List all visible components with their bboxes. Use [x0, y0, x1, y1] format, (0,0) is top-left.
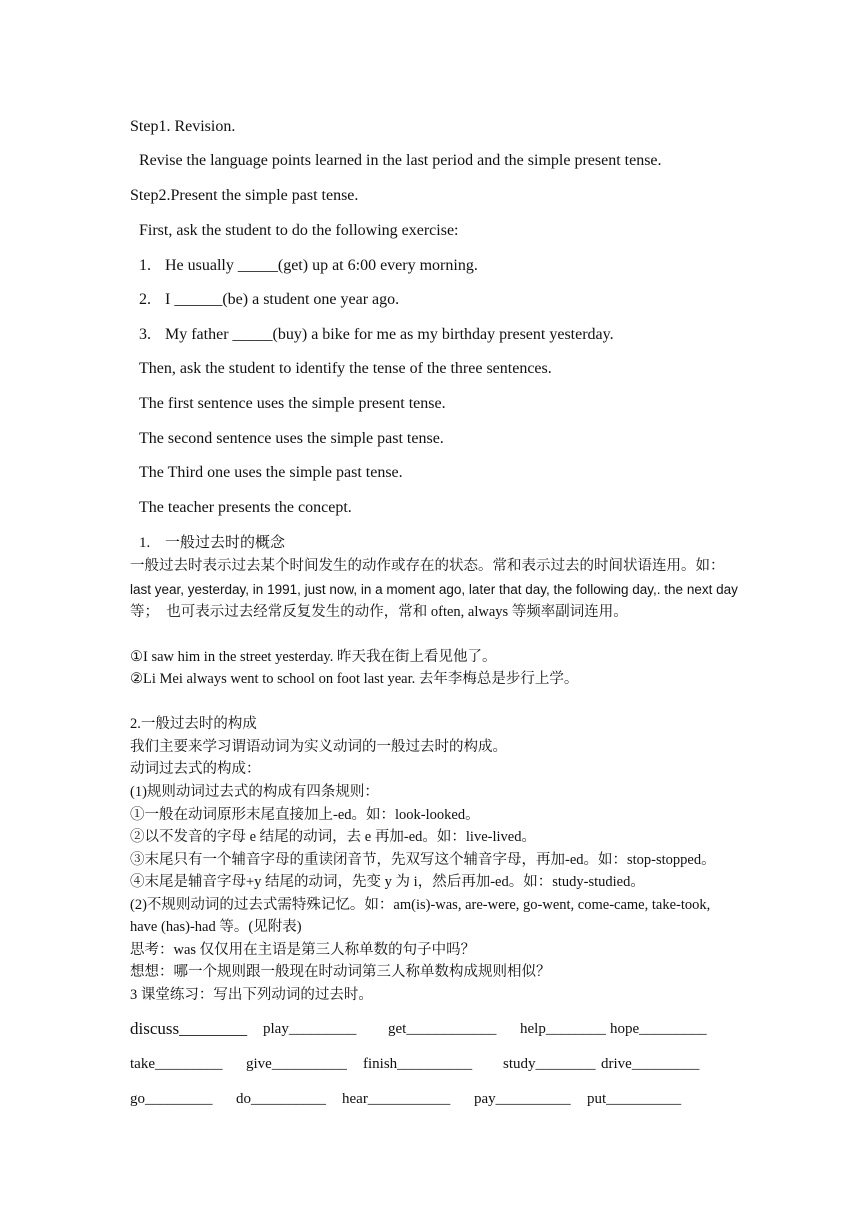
- concept-heading-text: 一般过去时的概念: [165, 535, 286, 551]
- formation-line: (1)规则动词过去式的构成有四条规则：: [130, 784, 379, 800]
- exercise-text: He usually _____(get) up at 6:00 every morning.: [165, 257, 478, 274]
- step2-title: Step2.Present the simple past tense.: [130, 187, 359, 204]
- analysis-line: The first sentence uses the simple present tense.: [139, 395, 446, 412]
- formation-line: 我们主要来学习谓语动词为实义动词的一般过去时的构成。: [130, 739, 507, 755]
- verb-blank: pay__________: [474, 1091, 571, 1107]
- exercise-item: [139, 290, 399, 310]
- verb-blank: hope_________: [610, 1021, 707, 1037]
- concept-number: 1.: [139, 535, 151, 551]
- concept-line: 等； 也可表示过去经常反复发生的动作，常和 often, always 等频率副词连用。: [130, 604, 628, 620]
- exercise-text: I ______(be) a student one year ago.: [165, 291, 400, 308]
- verb-blank: go_________: [130, 1091, 213, 1107]
- exercise-text: My father _____(buy) a bike for me as my birthday present yesterday.: [165, 326, 614, 343]
- verb-blank: take_________: [130, 1056, 223, 1072]
- verb-blank: put__________: [587, 1091, 682, 1107]
- verb-blank: help________: [520, 1021, 606, 1037]
- concept-heading: [139, 533, 285, 553]
- step2-intro: First, ask the student to do the following exercise:: [139, 222, 459, 239]
- ponder-question: 想想：哪一个规则跟一般现在时动词第三人称单数构成规则相似？: [130, 964, 551, 980]
- verb-blank: give__________: [246, 1056, 347, 1072]
- exercise-item: [139, 256, 478, 276]
- verb-blank: do__________: [236, 1091, 326, 1107]
- analysis-line: Then, ask the student to identify the tense of the three sentences.: [139, 360, 552, 377]
- verb-blank: finish__________: [363, 1056, 473, 1072]
- think-question: 思考：was 仅仅用在主语是第三人称单数的句子中吗？: [130, 942, 476, 958]
- analysis-line: The teacher presents the concept.: [139, 499, 352, 516]
- concept-line: 一般过去时表示过去某个时间发生的动作或存在的状态。常和表示过去的时间状语连用。如：: [130, 558, 725, 574]
- formation-rule: ①一般在动词原形末尾直接加上-ed。如：look-looked。: [130, 807, 480, 823]
- analysis-line: The second sentence uses the simple past tense.: [139, 430, 444, 447]
- formation-line: 动词过去式的构成：: [130, 761, 261, 777]
- exercise-number: 3.: [139, 326, 151, 343]
- verb-blank: play_________: [263, 1021, 357, 1037]
- formation-irregular: have (has)-had 等。(见附表): [130, 919, 302, 935]
- step1-title: Step1. Revision.: [130, 118, 236, 135]
- concept-example: ①I saw him in the street yesterday. 昨天我在街上看见他了。: [130, 649, 497, 665]
- step1-text: Revise the language points learned in the last period and the simple present tense.: [139, 152, 662, 169]
- verb-blank: drive_________: [601, 1056, 700, 1072]
- exercise-number: 1.: [139, 257, 151, 274]
- verb-blank: get____________: [388, 1021, 497, 1037]
- practice-heading: 3 课堂练习：写出下列动词的过去时。: [130, 987, 373, 1003]
- formation-heading: 2.一般过去时的构成: [130, 716, 257, 732]
- formation-rule: ④末尾是辅音字母+y 结尾的动词，先变 y 为 i，然后再加-ed。如：study-studied。: [130, 874, 645, 890]
- formation-rule: ③末尾只有一个辅音字母的重读闭音节，先双写这个辅音字母，再加-ed。如：stop-stopped。: [130, 852, 716, 868]
- formation-rule: ②以不发音的字母 e 结尾的动词，去 e 再加-ed。如：live-lived。: [130, 829, 536, 845]
- exercise-number: 2.: [139, 291, 151, 308]
- concept-example: ②Li Mei always went to school on foot last year. 去年李梅总是步行上学。: [130, 671, 579, 687]
- verb-blank: hear___________: [342, 1091, 451, 1107]
- verb-blank: study________: [503, 1056, 596, 1072]
- concept-line: last year, yesterday, in 1991, just now, in a moment ago, later that day, the following day,. the next day: [130, 582, 738, 597]
- analysis-line: The Third one uses the simple past tense.: [139, 464, 403, 481]
- formation-irregular: (2)不规则动词的过去式需特殊记忆。如：am(is)-was, are-were, go-went, come-came, take-took,: [130, 897, 711, 913]
- verb-blank: discuss________: [130, 1019, 248, 1038]
- exercise-item: [139, 325, 614, 345]
